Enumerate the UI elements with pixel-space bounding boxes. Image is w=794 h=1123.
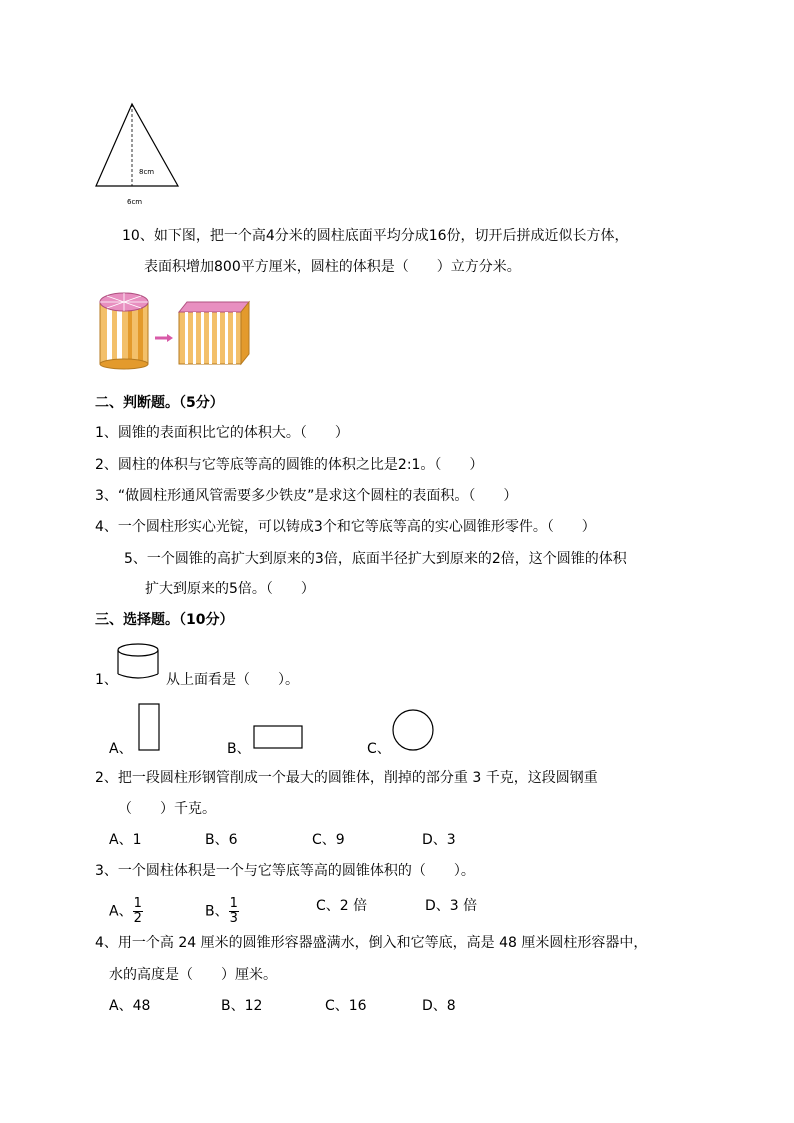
choice-q1-option-c: C、 [367,741,391,757]
judge-item-5-line2: 扩大到原来的5倍。（ ） [145,581,315,597]
choice-q3-option-d: D、3 倍 [425,898,478,914]
choice-q2-line1: 2、把一段圆柱形钢管削成一个最大的圆锥体，削掉的部分重 3 千克，这段圆钢重 [95,770,598,786]
choice-q1-text: 从上面看是（ ）。 [166,672,299,688]
tall-rectangle-icon [136,702,166,754]
choice-q1-option-b: B、 [227,741,251,757]
section3-title: 三、选择题。（10分） [95,612,234,628]
cylinder-icon [117,642,167,682]
choice-q3-option-b-label: B、 [205,903,229,920]
judge-item-3: 3、“做圆柱形通风管需要多少铁皮”是求这个圆柱的表面积。（ ） [95,488,518,504]
choice-q4-option-b: B、12 [221,998,263,1014]
choice-q3-option-c: C、2 倍 [316,898,368,914]
judge-item-4: 4、一个圆柱形实心光锭，可以铸成3个和它等底等高的实心圆锥形零件。（ ） [95,519,596,535]
choice-q4-option-c: C、16 [325,998,367,1014]
choice-q3-option-b [205,897,239,926]
triangle-shape [96,104,178,186]
choice-q2-option-a: A、1 [109,832,142,848]
choice-q1-option-a: A、 [109,741,133,757]
judge-item-2: 2、圆柱的体积与它等底等高的圆锥的体积之比是2:1。（ ） [95,457,484,473]
choice-q4-option-a: A、48 [109,998,151,1014]
choice-q2-option-d: D、3 [422,832,456,848]
triangle-base-label: 6cm [127,198,143,206]
q10-line2: 表面积增加800平方厘米，圆柱的体积是（ ）立方分米。 [144,259,521,275]
judge-item-1: 1、圆锥的表面积比它的体积大。（ ） [95,425,349,441]
judge-item-5-line1: 5、一个圆锥的高扩大到原来的3倍，底面半径扩大到原来的2倍，这个圆锥的体积 [124,551,627,567]
section2-title: 二、判断题。（5分） [95,395,224,411]
choice-q3-option-a-label: A、 [109,903,133,920]
circle-icon [391,708,437,754]
choice-q2-option-b: B、6 [205,832,238,848]
fraction-one-half: $\frac{1}{2}$ [133,896,142,926]
choice-q4-line1: 4、用一个高 24 厘米的圆锥形容器盛满水，倒入和它等底，高是 48 厘米圆柱形容器中， [95,935,648,951]
choice-q3-text: 3、一个圆柱体积是一个与它等底等高的圆锥体积的（ ）。 [95,863,475,879]
choice-q1-prefix: 1、 [95,672,118,688]
cylinder-to-cuboid-figure [95,290,255,380]
fraction-one-third: $\frac{1}{3}$ [229,896,238,926]
wide-rectangle-icon [252,724,306,752]
choice-q2-option-c: C、9 [312,832,345,848]
choice-q4-line2: 水的高度是（ ）厘米。 [109,967,277,983]
q10-line1: 10、如下图，把一个高4分米的圆柱底面平均分成16份，切开后拼成近似长方体， [122,228,629,244]
triangle-figure [90,100,190,210]
choice-q4-option-d: D、8 [422,998,456,1014]
triangle-height-label: 8cm [139,168,155,176]
choice-q3-option-a [109,897,143,926]
choice-q2-line2: （ ）千克。 [118,801,216,817]
